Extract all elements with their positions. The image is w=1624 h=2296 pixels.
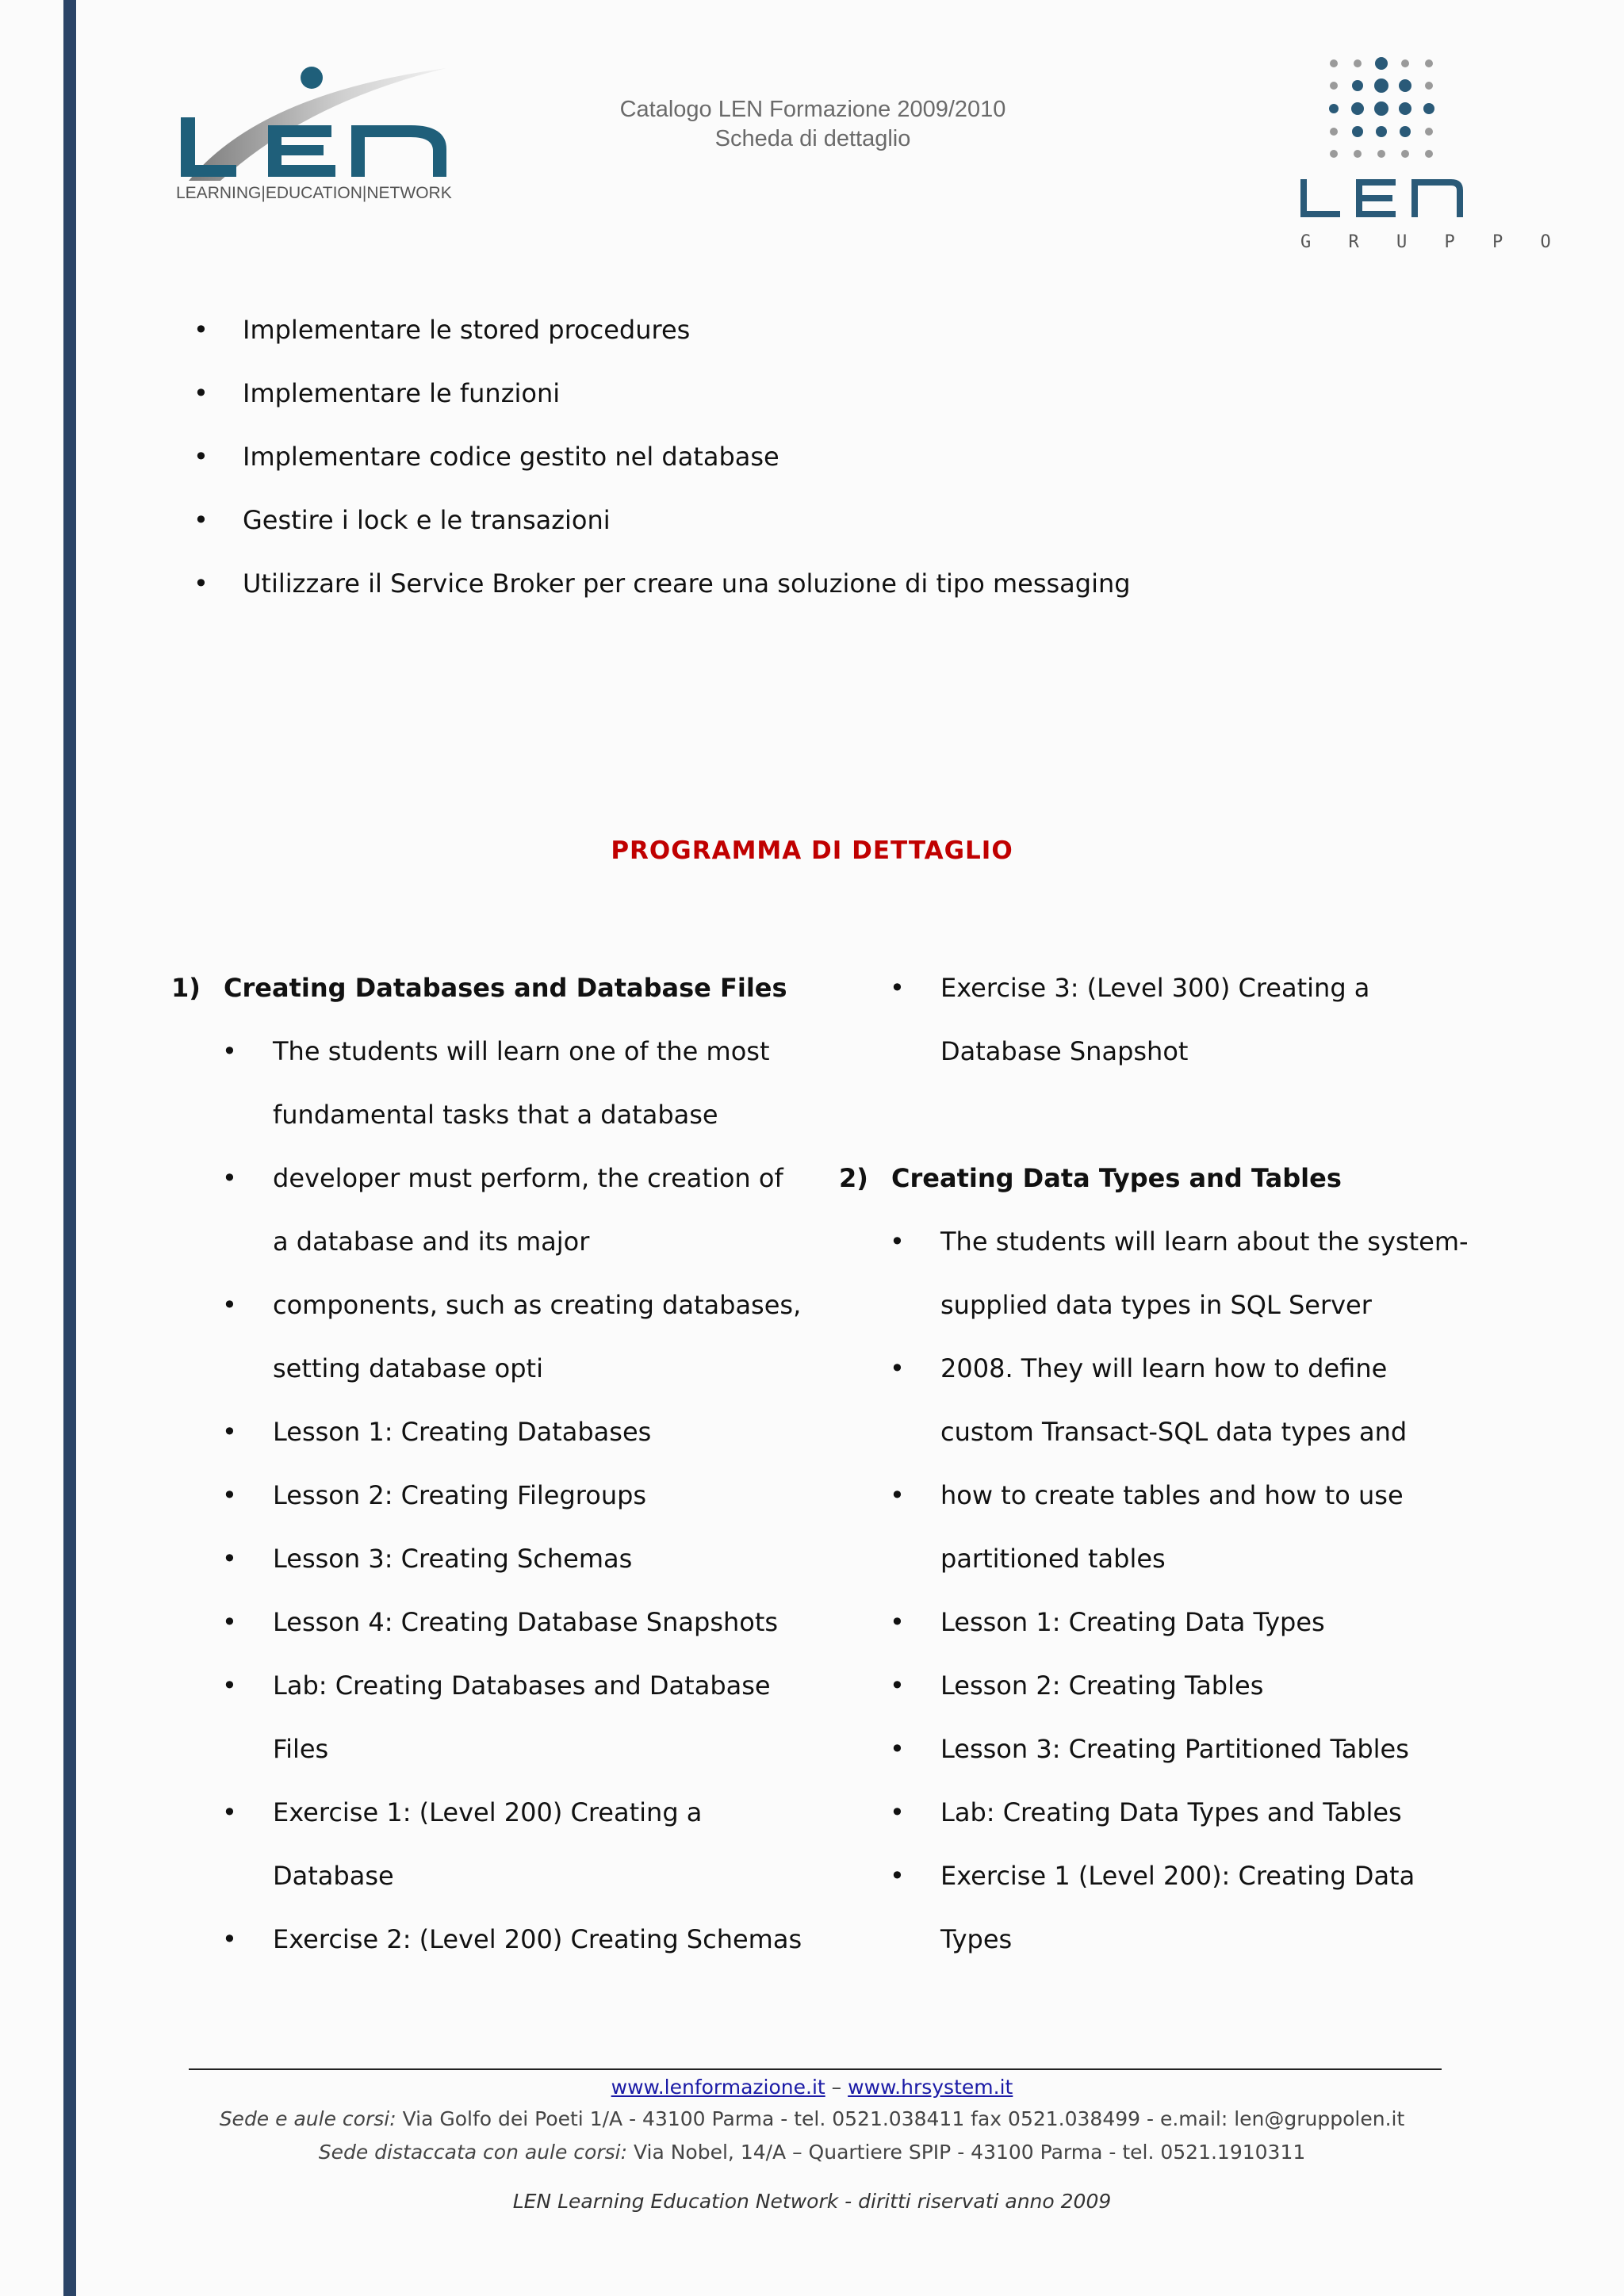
len-gruppo-logo — [1293, 54, 1565, 252]
page-left-border — [63, 0, 76, 2296]
list-item: • Implementare le stored procedures — [193, 311, 1131, 374]
list-item-continuation: a database and its major — [273, 1226, 590, 1257]
footer-divider — [189, 2068, 1442, 2070]
module-1-heading — [171, 969, 806, 1032]
list-item: • Implementare le funzioni — [193, 374, 1131, 438]
link-separator: – — [825, 2076, 848, 2099]
list-item-continuation: Files — [273, 1734, 329, 1764]
list-item: • how to create tables and how to use — [890, 1480, 1404, 1510]
footer-main-address — [0, 2107, 1624, 2130]
list-item: • The students will learn about the system- — [890, 1226, 1469, 1257]
distaccata-label: Sede distaccata con aule corsi: — [318, 2141, 628, 2164]
section-heading: PROGRAMMA DI DETTAGLIO — [611, 836, 1013, 865]
list-item: • Implementare codice gestito nel database — [193, 438, 1131, 501]
list-item: • 2008. They will learn how to define — [890, 1353, 1388, 1383]
list-item: • Lesson 3: Creating Partitioned Tables — [890, 1734, 1409, 1764]
list-item: • Lesson 2: Creating Tables — [890, 1670, 1264, 1701]
module-2-heading — [839, 1159, 1473, 1223]
list-item-continuation: setting database opti — [273, 1353, 543, 1383]
list-item-continuation: partitioned tables — [940, 1544, 1166, 1574]
module-number: 1) — [171, 973, 201, 1003]
list-item: • Gestire i lock e le transazioni — [193, 501, 1131, 564]
list-item: • Lab: Creating Databases and Database — [222, 1670, 771, 1701]
catalog-subtitle: Scheda di dettaglio — [714, 126, 911, 151]
lenformazione-link[interactable]: www.lenformazione.it — [611, 2076, 825, 2099]
sede-text: Via Golfo dei Poeti 1/A - 43100 Parma - tel. 0521.038411 fax 0521.038499 - e.mail: len@gruppolen.it — [396, 2107, 1405, 2130]
list-item: • developer must perform, the creation of — [222, 1163, 783, 1193]
list-item-continuation: Database — [273, 1861, 394, 1891]
footer-copyright: LEN Learning Education Network - diritti riservati anno 2009 — [512, 2190, 1112, 2213]
list-item-continuation: Types — [940, 1924, 1013, 1954]
distaccata-text: Via Nobel, 14/A – Quartiere SPIP - 43100 Parma - tel. 0521.1910311 — [627, 2141, 1306, 2164]
module-number: 2) — [839, 1163, 868, 1193]
footer-secondary-address — [0, 2141, 1624, 2164]
spacer — [839, 1096, 1473, 1159]
list-item: • Lesson 2: Creating Filegroups — [222, 1480, 647, 1510]
list-item: • Exercise 3: (Level 300) Creating a — [890, 973, 1370, 1003]
list-item: • The students will learn one of the most — [222, 1036, 770, 1066]
sede-label: Sede e aule corsi: — [219, 2107, 396, 2130]
objectives-list — [193, 311, 1131, 628]
len-logo-tagline: LEARNING|EDUCATION|NETWORK — [176, 184, 452, 202]
list-item: • Utilizzare il Service Broker per creare una soluzione di tipo messaging — [193, 564, 1131, 628]
list-item-continuation: custom Transact-SQL data types and — [940, 1417, 1408, 1447]
list-item: • Lesson 3: Creating Schemas — [222, 1544, 633, 1574]
module-title: Creating Data Types and Tables — [891, 1163, 1342, 1193]
list-item-continuation: supplied data types in SQL Server — [940, 1290, 1372, 1320]
list-item: • Lesson 1: Creating Data Types — [890, 1607, 1325, 1637]
list-item: • components, such as creating databases, — [222, 1290, 802, 1320]
module-title: Creating Databases and Database Files — [224, 973, 787, 1003]
list-item: • Lab: Creating Data Types and Tables — [890, 1797, 1402, 1827]
catalog-title: Catalogo LEN Formazione 2009/2010 — [619, 97, 1006, 122]
list-item: • Lesson 4: Creating Database Snapshots — [222, 1607, 779, 1637]
list-item-continuation: fundamental tasks that a database — [273, 1100, 718, 1130]
left-column — [171, 969, 806, 1984]
list-item-continuation: Database Snapshot — [940, 1036, 1189, 1066]
list-item: • Exercise 1: (Level 200) Creating a — [222, 1797, 703, 1827]
list-item: • Exercise 2: (Level 200) Creating Schemas — [222, 1924, 802, 1954]
footer-links — [0, 2076, 1624, 2099]
hrsystem-link[interactable]: www.hrsystem.it — [848, 2076, 1013, 2099]
list-item: • Lesson 1: Creating Databases — [222, 1417, 652, 1447]
list-item: • Exercise 1 (Level 200): Creating Data — [890, 1861, 1415, 1891]
gruppo-label: G R U P P O — [1300, 232, 1565, 252]
right-column — [839, 969, 1473, 1984]
